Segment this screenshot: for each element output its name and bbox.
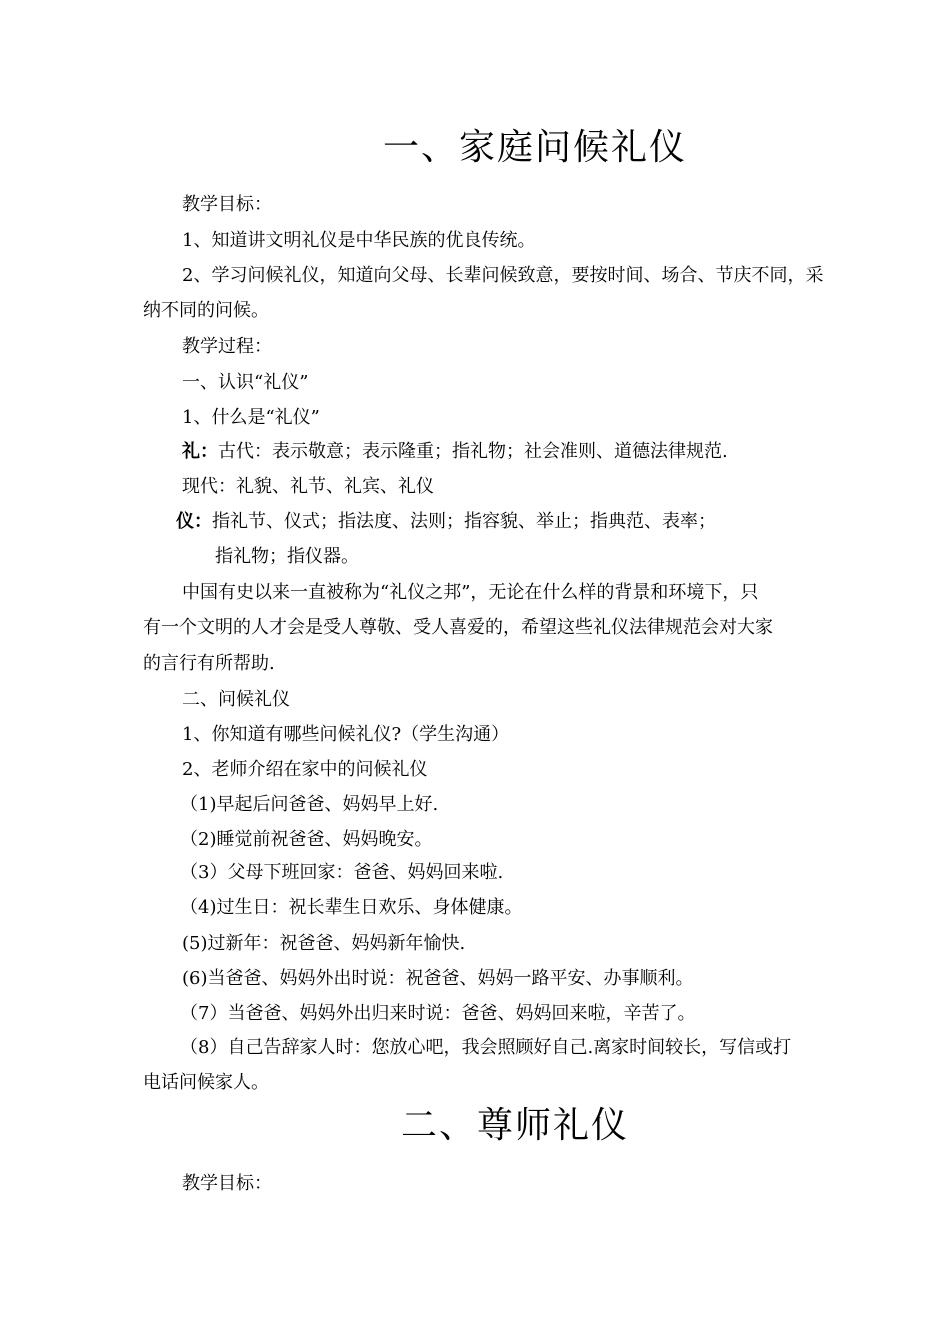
- teaching-goal-label: 教学目标：: [182, 194, 272, 215]
- list-item-5: (5)过新年：祝爸爸、妈妈新年愉快.: [182, 933, 466, 954]
- part-2-question-1: 1、你知道有哪些问候礼仪?（学生沟通）: [182, 724, 510, 745]
- paragraph-line-3: 的言行有所帮助.: [143, 653, 275, 674]
- part-1-title: 一、认识“礼仪”: [182, 372, 309, 393]
- li-char: 礼：: [182, 441, 218, 462]
- li-text: 古代：表示敬意；表示隆重；指礼物；社会准则、道德法律规范.: [218, 441, 728, 462]
- yi-char: 仪：: [176, 511, 212, 532]
- modern-definition: 现代：礼貌、礼节、礼宾、礼仪: [182, 476, 434, 497]
- paragraph-line-2: 有一个文明的人才会是受人尊敬、受人喜爱的，希望这些礼仪法律规范会对大家: [143, 617, 773, 638]
- yi-definition-cont: 指礼物；指仪器。: [215, 546, 359, 567]
- list-item-4: （4)过生日：祝长辈生日欢乐、身体健康。: [180, 897, 523, 918]
- list-item-7: （7）当爸爸、妈妈外出归来时说：爸爸、妈妈回来啦，辛苦了。: [180, 1003, 696, 1024]
- yi-definition: [176, 511, 716, 533]
- goal-item-2-line-2: 纳不同的问候。: [143, 300, 269, 321]
- goal-item-2-line-1: 2、学习问候礼仪，知道向父母、长辈问候致意，要按时间、场合、节庆不同，采: [182, 265, 824, 286]
- paragraph-line-1: 中国有史以来一直被称为“礼仪之邦”，无论在什么样的背景和环境下，只: [182, 582, 759, 603]
- part-1-question: 1、什么是“礼仪”: [182, 407, 320, 428]
- list-item-1: （1)早起后问爸爸、妈妈早上好.: [180, 794, 439, 815]
- teaching-process-label: 教学过程：: [182, 336, 272, 357]
- section-1-title: 一、家庭问候礼仪: [382, 127, 687, 168]
- list-item-8-cont: 电话问候家人。: [143, 1072, 269, 1093]
- list-item-8: （8）自己告辞家人时：您放心吧，我会照顾好自己.离家时间较长，写信或打: [180, 1037, 792, 1058]
- goal-item-1: 1、知道讲文明礼仪是中华民族的优良传统。: [182, 230, 536, 251]
- yi-text: 指礼节、仪式；指法度、法则；指容貌、举止；指典范、表率；: [212, 511, 716, 532]
- section-2-goal-label: 教学目标：: [182, 1173, 272, 1194]
- section-2-title: 二、尊师礼仪: [400, 1105, 629, 1146]
- part-2-title: 二、问候礼仪: [182, 689, 290, 710]
- list-item-6: (6)当爸爸、妈妈外出时说：祝爸爸、妈妈一路平安、办事顺利。: [182, 968, 694, 989]
- list-item-2: （2)睡觉前祝爸爸、妈妈晚安。: [180, 829, 433, 850]
- li-definition: [182, 441, 728, 463]
- part-2-question-2: 2、老师介绍在家中的问候礼仪: [182, 759, 428, 780]
- list-item-3: （3）父母下班回家：爸爸、妈妈回来啦.: [180, 862, 504, 883]
